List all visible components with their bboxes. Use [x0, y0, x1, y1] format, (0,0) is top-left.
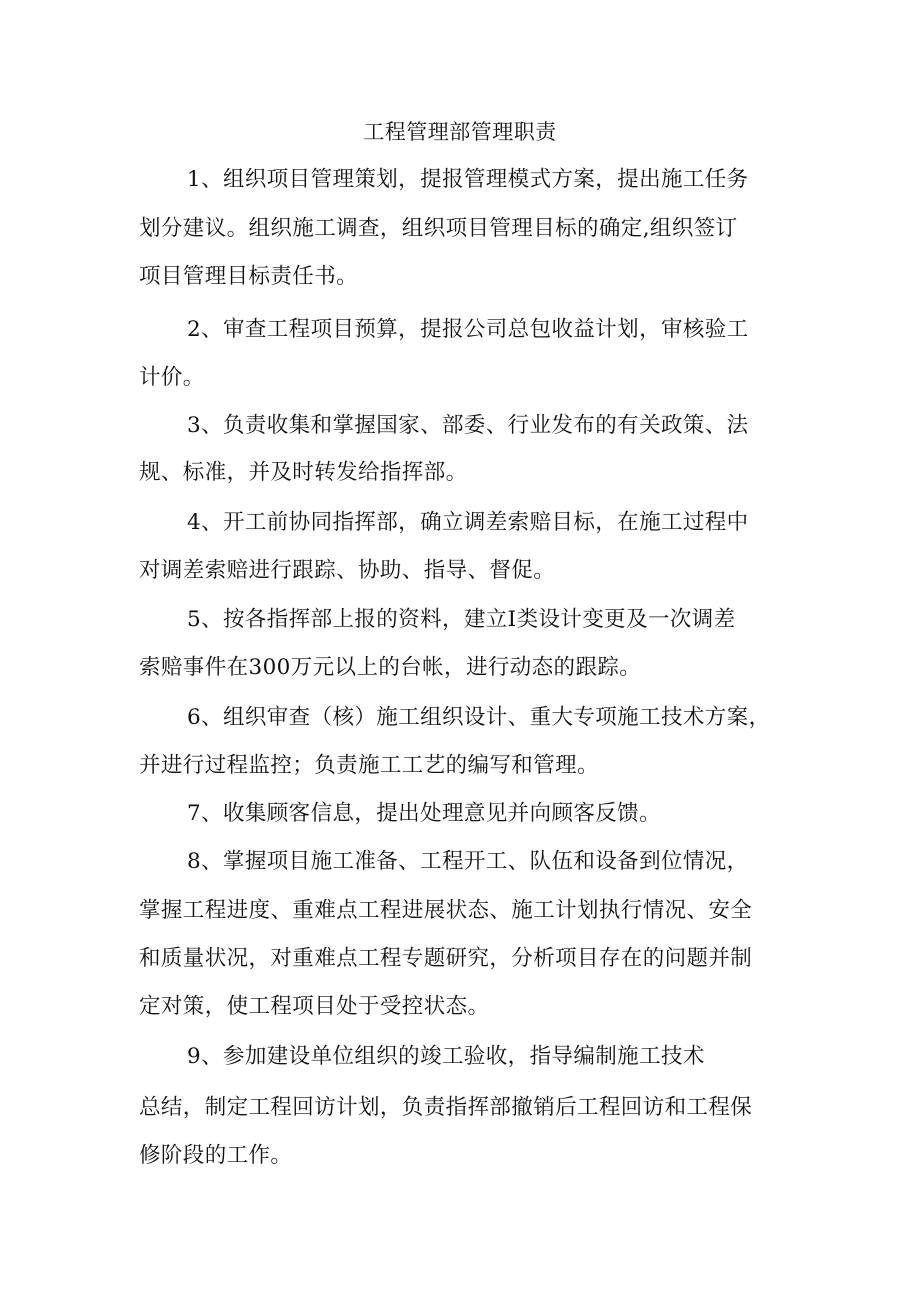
duty-8-line-3: 和质量状况，对重难点工程专题研究，分析项目存在的问题并制: [139, 946, 753, 971]
duty-3-line-1: 3、负责收集和掌握国家、部委、行业发布的有关政策、法: [187, 413, 749, 438]
duty-1-line-2: 划分建议。组织施工调查，组织项目管理目标的确定,组织签订: [139, 216, 738, 241]
duty-9-line-2: 总结，制定工程回访计划，负责指挥部撤销后工程回访和工程保: [139, 1095, 753, 1120]
duty-1-line-1: 1、组织项目管理策划，提报管理模式方案，提出施工任务: [187, 167, 749, 192]
duty-6-line-1: 6、组织审查（核）施工组织设计、重大专项施工技术方案，: [187, 705, 771, 730]
duty-8-line-2: 掌握工程进度、重难点工程进展状态、施工计划执行情况、安全: [139, 898, 753, 923]
duty-8-line-1: 8、掌握项目施工准备、工程开工、队伍和设备到位情况，: [187, 849, 749, 874]
duty-2-line-1: 2、审查工程项目预算，提报公司总包收益计划，审核验工: [187, 317, 749, 342]
duty-5-line-1: 5、按各指挥部上报的资料，建立I类设计变更及一次调差: [187, 607, 736, 632]
duty-8-line-4: 定对策，使工程项目处于受控状态。: [139, 994, 490, 1019]
duty-7-line-1: 7、收集顾客信息，提出处理意见并向顾客反馈。: [187, 801, 661, 826]
duty-2-line-2: 计价。: [139, 365, 205, 390]
duty-4-line-1: 4、开工前协同指挥部，确立调差索赔目标，在施工过程中: [187, 510, 749, 535]
duty-9-line-1: 9、参加建设单位组织的竣工验收，指导编制施工技术: [187, 1044, 705, 1069]
duty-9-line-3: 修阶段的工作。: [139, 1143, 293, 1168]
duty-6-line-2: 并进行过程监控；负责施工工艺的编写和管理。: [139, 753, 599, 778]
duty-1-line-3: 项目管理目标责任书。: [139, 264, 359, 289]
duty-4-line-2: 对调差索赔进行跟踪、协助、指导、督促。: [139, 558, 556, 583]
document-title: 工程管理部管理职责: [363, 120, 557, 144]
duty-5-line-2: 索赔事件在300万元以上的台帐，进行动态的跟踪。: [139, 655, 642, 680]
duty-3-line-2: 规、标准，并及时转发给指挥部。: [139, 460, 468, 485]
